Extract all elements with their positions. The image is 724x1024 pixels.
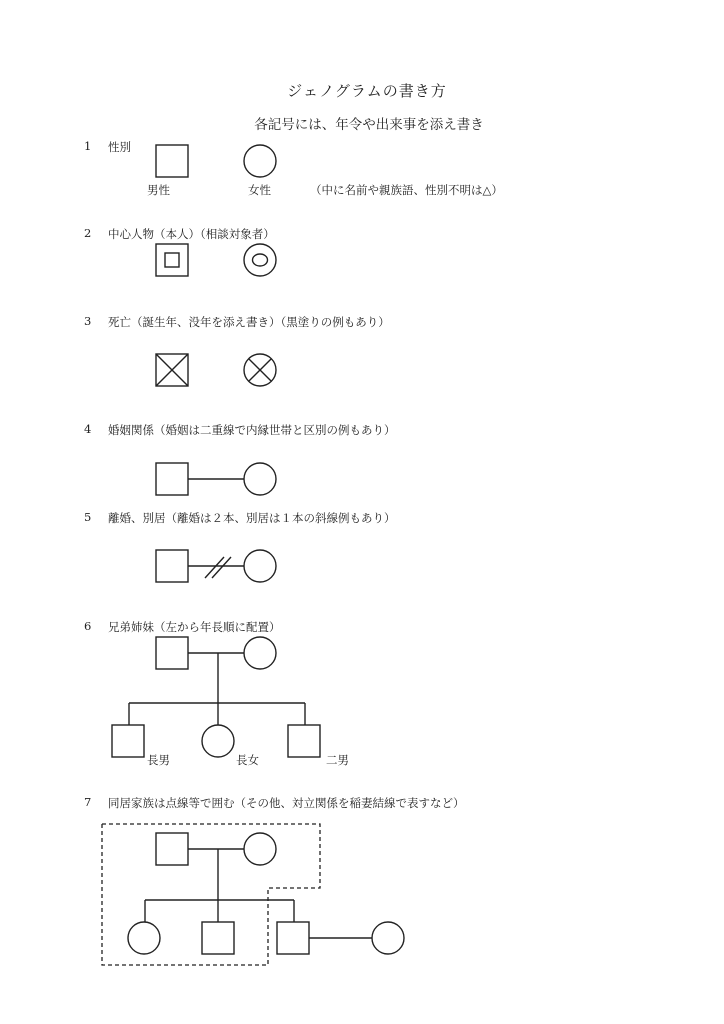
label-note: （中に名前や親族語、性別不明は△）	[310, 183, 503, 197]
deceased-female-symbol	[244, 354, 276, 386]
section-2-number: 2	[84, 226, 92, 240]
label-second-son: 二男	[326, 753, 349, 767]
deceased-male-symbol	[156, 354, 188, 386]
section-7-heading: 同居家族は点線等で囲む（その他、対立関係を稲妻結線で表すなど）	[108, 796, 465, 810]
label-eldest-son: 長男	[147, 753, 170, 767]
marriage-symbol	[156, 463, 276, 495]
label-male: 男性	[147, 183, 170, 197]
section-1-heading: 性別	[108, 140, 131, 154]
client-female-symbol	[244, 244, 276, 276]
section-6-number: 6	[84, 619, 92, 633]
divorce-symbol	[156, 550, 276, 582]
cohabitation-boundary	[102, 824, 320, 965]
cohabiting-family-diagram	[102, 824, 404, 965]
section-1-number: 1	[84, 139, 92, 153]
section-4-number: 4	[84, 422, 92, 436]
label-female: 女性	[248, 183, 271, 197]
section-7-number: 7	[84, 795, 92, 809]
section-5-heading: 離婚、別居（離婚は２本、別居は１本の斜線例もあり）	[108, 511, 396, 525]
client-male-symbol	[156, 244, 188, 276]
section-5-number: 5	[84, 510, 92, 524]
label-eldest-daughter: 長女	[236, 753, 259, 767]
siblings-diagram	[112, 637, 320, 757]
male-symbol	[156, 145, 188, 177]
section-6-heading: 兄弟姉妹（左から年長順に配置）	[108, 620, 281, 634]
section-2-heading: 中心人物（本人）（相談対象者）	[108, 227, 275, 241]
page-subtitle: 各記号には、年令や出来事を添え書き	[254, 117, 484, 133]
section-4-heading: 婚姻関係（婚姻は二重線で内縁世帯と区別の例もあり）	[108, 423, 396, 437]
section-3-number: 3	[84, 314, 92, 328]
section-3-heading: 死亡（誕生年、没年を添え書き）（黒塗りの例もあり）	[108, 315, 390, 329]
page-title: ジェノグラムの書き方	[287, 82, 447, 100]
female-symbol	[244, 145, 276, 177]
